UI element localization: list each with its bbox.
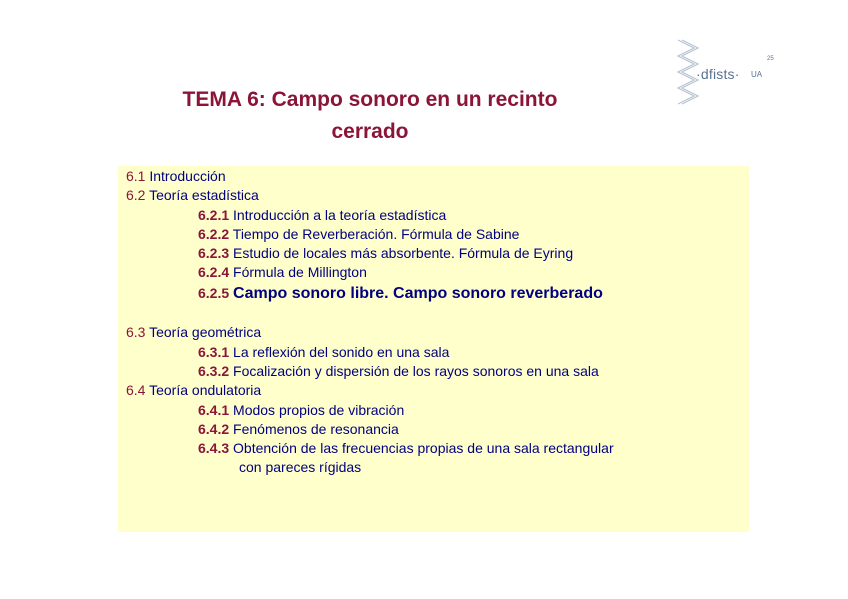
toc-item-6-3-2: 6.3.2 Focalización y dispersión de los rayos sonoros en una sala [198,363,599,379]
slide-title-continued: cerrado [331,120,409,143]
toc-item-6-4-3: 6.4.3 Obtención de las frecuencias propias de una sala rectangular [198,440,614,456]
toc-item-6-4-1: 6.4.1 Modos propios de vibración [198,402,405,418]
logo-org: UA [751,70,763,79]
toc-item-6-2-4: 6.2.4 Fórmula de Millington [198,264,367,280]
toc-item-6-4-2: 6.4.2 Fenómenos de resonancia [198,421,399,437]
toc-item-6-1: 6.1 Introducción [126,168,226,184]
toc-item-6-3: 6.3 Teoría geométrica [126,324,262,340]
dfists-ua-logo [674,38,784,108]
logo-badge: 25 [767,56,774,62]
toc-item-6-2-1: 6.2.1 Introducción a la teoría estadística [198,207,447,223]
toc-item-6-2-5: 6.2.5 Campo sonoro libre. Campo sonoro reverberado [198,285,603,302]
toc-item-6-4: 6.4 Teoría ondulatoria [126,382,262,398]
toc-item-6-2: 6.2 Teoría estadística [126,187,259,203]
toc-item-6-4-3-continued: con pareces rígidas [239,459,362,475]
slide-title: TEMA 6: Campo sonoro en un recinto [182,88,558,111]
toc-item-6-2-2: 6.2.2 Tiempo de Reverberación. Fórmula de Sabine [198,226,520,242]
toc-item-6-2-3: 6.2.3 Estudio de locales más absorbente. Fórmula de Eyring [198,245,574,261]
table-of-contents [118,166,749,532]
toc-item-6-3-1: 6.3.1 La reflexión del sonido en una sala [198,344,450,360]
logo-text: ·dfists· [696,66,740,82]
